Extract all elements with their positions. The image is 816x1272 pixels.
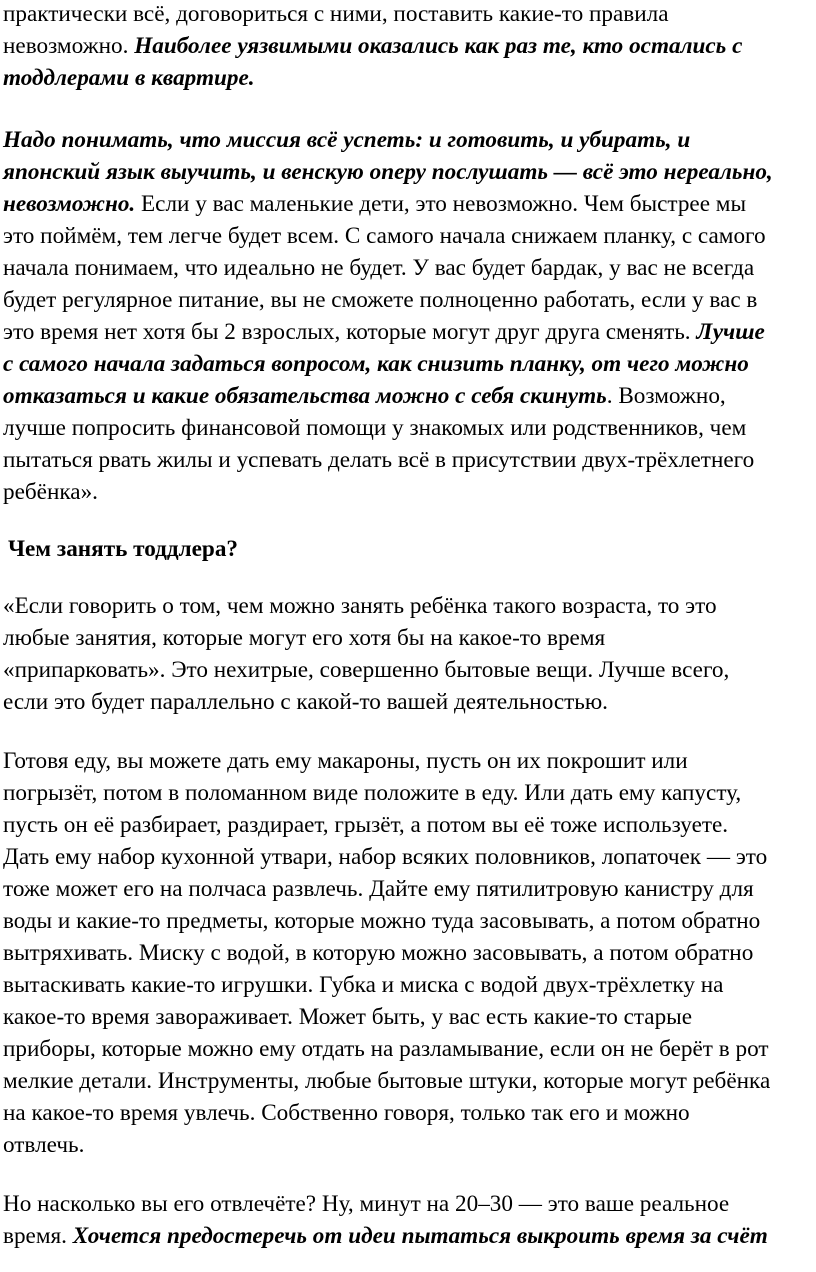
text-line: вытряхивать. Миску с водой, в которую можно засовывать, а потом обратно xyxy=(3,940,754,966)
text-line: будет регулярное питание, вы не сможете полноценно работать, если у вас в xyxy=(3,287,758,313)
text-line: на какое-то время увлечь. Собственно говоря, только так его и можно xyxy=(3,1100,690,1126)
paragraph-5 xyxy=(3,1188,815,1252)
text-line: любые занятия, которые могут его хотя бы на какое-то время xyxy=(3,625,606,651)
text-line: отвлечь. xyxy=(3,1132,85,1158)
text-line: погрызёт, потом в поломанном виде положите в еду. Или дать ему капусту, xyxy=(3,780,742,806)
text-line: тоже может его на полчаса развлечь. Дайте ему пятилитровую канистру для xyxy=(3,876,754,902)
emphasis-text: невозможно. xyxy=(3,191,136,217)
paragraph-4 xyxy=(3,745,815,1161)
text-line xyxy=(3,30,815,62)
text-line: Но насколько вы его отвлечёте? Ну, минут на 20–30 — это ваше реальное xyxy=(3,1191,730,1217)
paragraph-1 xyxy=(3,0,815,94)
text-line: какое-то время завораживает. Может быть, у вас есть какие-то старые xyxy=(3,1004,693,1030)
emphasis-text: тоддлерами в квартире. xyxy=(3,65,255,91)
text-line xyxy=(3,1220,815,1252)
text-line: если это будет параллельно с какой-то вашей деятельностью. xyxy=(3,689,608,715)
text-line: начала понимаем, что идеально не будет. У вас будет бардак, у вас не всегда xyxy=(3,255,755,281)
text-line: вытаскивать какие-то игрушки. Губка и миска с водой двух-трёхлетку на xyxy=(3,972,724,998)
emphasis-text: Надо понимать, что миссия всё успеть: и готовить, и убирать, и xyxy=(3,127,691,153)
text-line: пусть он её разбирает, раздирает, грызёт, а потом вы её тоже используете. xyxy=(3,812,729,838)
text-span: . Возможно, xyxy=(606,383,726,409)
text-line: ребёнка». xyxy=(3,479,98,505)
text-line: «припарковать». Это нехитрые, совершенно бытовые вещи. Лучше всего, xyxy=(3,657,730,683)
text-line: пытаться рвать жилы и успевать делать всё в присутствии двух-трёхлетнего xyxy=(3,447,755,473)
section-heading: Чем занять тоддлера? xyxy=(8,536,239,562)
text-line: лучше попросить финансовой помощи у знакомых или родственников, чем xyxy=(3,415,747,441)
text-span: Если у вас маленькие дети, это невозможно. Чем быстрее мы xyxy=(135,191,747,217)
text-span: время. xyxy=(3,1223,73,1249)
text-line: воды и какие-то предметы, которые можно туда засовывать, а потом обратно xyxy=(3,908,761,934)
paragraph-3 xyxy=(3,590,815,718)
emphasis-text: с самого начала задаться вопросом, как снизить планку, от чего можно xyxy=(3,351,749,377)
text-span: это время нет хотя бы 2 взрослых, которые могут друг друга сменять. xyxy=(3,319,697,345)
text-line xyxy=(3,188,815,220)
text-span: невозможно. xyxy=(3,33,135,59)
emphasis-text: Наиболее уязвимыми оказались как раз те, кто остались с xyxy=(134,33,743,59)
paragraph-2 xyxy=(3,124,815,508)
text-line: Дать ему набор кухонной утвари, набор всяких половников, лопаточек — это xyxy=(3,844,768,870)
emphasis-text: Лучше xyxy=(696,319,765,345)
emphasis-text: японский язык выучить, и венскую оперу послушать — всё это нереально, xyxy=(3,159,773,185)
text-line: мелкие детали. Инструменты, любые бытовые штуки, которые могут ребёнка xyxy=(3,1068,771,1094)
emphasis-text: отказаться и какие обязательства можно с себя скинуть xyxy=(3,383,607,409)
text-line xyxy=(3,380,815,412)
text-line: Готовя еду, вы можете дать ему макароны, пусть он их покрошит или xyxy=(3,748,688,774)
text-line: это поймём, тем легче будет всем. С самого начала снижаем планку, с самого xyxy=(3,223,766,249)
text-line: приборы, которые можно ему отдать на разламывание, если он не берёт в рот xyxy=(3,1036,769,1062)
emphasis-text: Хочется предостеречь от идеи пытаться выкроить время за счёт xyxy=(72,1223,768,1249)
text-line xyxy=(3,316,815,348)
text-line: «Если говорить о том, чем можно занять ребёнка такого возраста, то это xyxy=(3,593,717,619)
text-line: практически всё, договориться с ними, поставить какие-то правила xyxy=(3,1,669,27)
